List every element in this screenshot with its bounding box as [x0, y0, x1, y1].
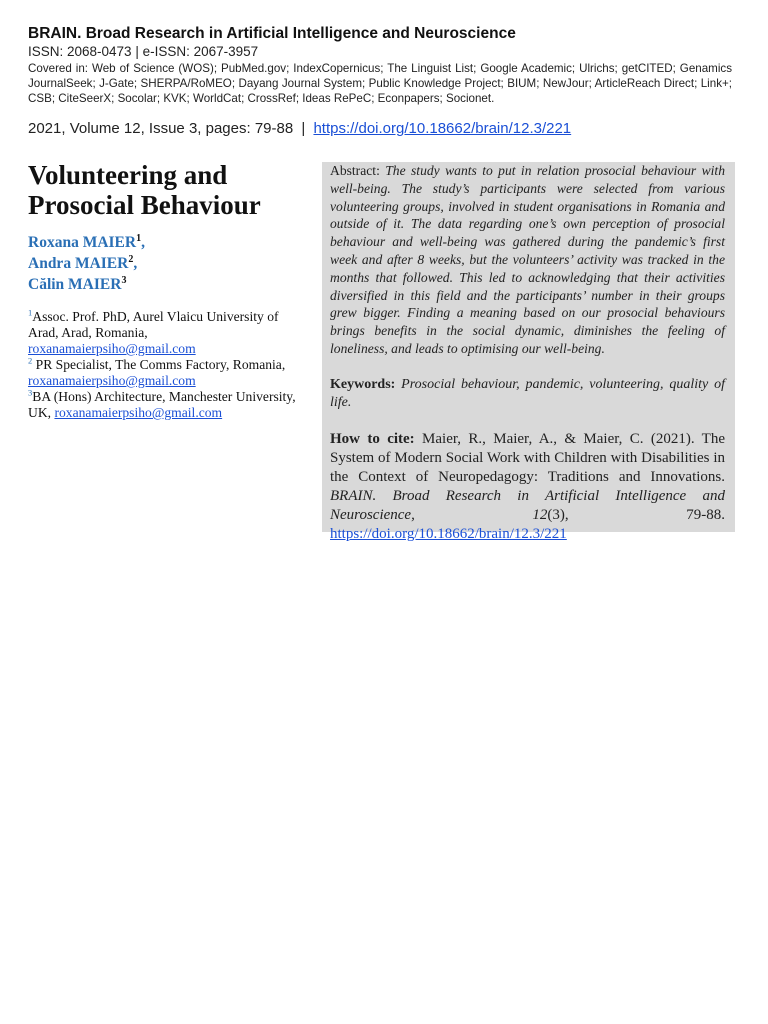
affiliation-text: BA (Hons) Architecture, Manchester University, UK,	[28, 389, 296, 420]
keywords	[330, 376, 725, 412]
doi-link[interactable]: https://doi.org/10.18662/brain/12.3/221	[313, 119, 572, 137]
article-title: Volunteering and Prosocial Behaviour	[28, 160, 261, 220]
author-3	[28, 274, 308, 295]
abstract-text: The study wants to put in relation prosocial behaviour with well-being. The study’s participants were selected from various volunteering groups, involved in student organisations in Romania and outside of it. The data regarding one’s own perception of prosocial behaviour and well-being was gathered during the pandemic’s first week and after 8 weeks, but the volunteers’ activity was tracked in the months that followed. This led to acknowledging that their activities diversified in this field and the participants’ number in their groups grew bigger. Finding a meaning based on our prosocial behaviours brings benefits in the social dynamic, diminishes the feeling of loneliness, and leads to optimising our well-being.	[330, 163, 725, 356]
affiliation-list	[28, 309, 308, 421]
journal-header	[28, 24, 732, 139]
email-link[interactable]: roxanamaierpsiho@gmail.com	[54, 405, 223, 420]
cite-doi-link[interactable]: https://doi.org/10.18662/brain/12.3/221	[330, 525, 567, 542]
author-list	[28, 232, 308, 295]
author-1	[28, 232, 308, 253]
affiliation-text: Assoc. Prof. PhD, Aurel Vlaicu University of Arad, Arad, Romania,	[28, 309, 279, 340]
affiliation-1	[28, 309, 308, 357]
email-link[interactable]: roxanamaierpsiho@gmail.com	[28, 373, 196, 388]
journal-title: BRAIN. Broad Research in Artificial Intelligence and Neuroscience	[28, 25, 516, 42]
affiliation-sup: 2	[28, 355, 33, 366]
author-2	[28, 253, 308, 274]
separator: |	[301, 119, 306, 137]
keywords-label: Keywords:	[330, 376, 396, 392]
cite-journal: BRAIN. Broad Research in Artificial Intelligence and Neuroscience,	[330, 487, 725, 523]
author-name: Roxana MAIER	[28, 234, 137, 251]
author-sep: ,	[133, 255, 138, 272]
affiliation-sup: 1	[28, 307, 33, 318]
author-sup: 3	[121, 274, 127, 286]
author-name: Andra MAIER	[28, 255, 129, 272]
author-sep: ,	[141, 234, 145, 251]
cite-volume: 12	[532, 506, 548, 523]
affiliation-2	[28, 357, 308, 389]
author-sup: 2	[128, 253, 134, 265]
cite-authors: Maier, R., Maier, A., & Maier, C. (2021). The System of Modern Social Work with Children with Disabilities in the Context of Neuropedagogy: Traditions and Innovations.	[330, 430, 726, 485]
issn-line: ISSN: 2068-0473 | e-ISSN: 2067-3957	[28, 44, 259, 59]
cite-label: How to cite:	[330, 430, 415, 447]
abstract-label: Abstract	[330, 163, 377, 178]
affiliation-sup: 3	[28, 387, 33, 398]
affiliation-text: PR Specialist, The Comms Factory, Romania,	[35, 357, 286, 372]
keywords-text: Prosocial behaviour, pandemic, volunteering, quality of life.	[330, 376, 725, 410]
indexing-list: Covered in: Web of Science (WOS); PubMed.gov; IndexCopernicus; The Linguist List; Google Academic; Ulrichs; getCITED; Genamics JournalSeek; J-Gate; SHERPA/RoMEO; Dayang Journal System; Public Knowledge Project; BIUM; NewJour; ArticleReach Direct; Link+; CSB; CiteSeerX; Socolar; KVK; WorldCat; CrossRef; Ideas RePeC; Econpapers; Socionet.	[28, 62, 732, 106]
how-to-cite	[330, 430, 725, 544]
issue-info-line	[28, 119, 732, 139]
author-sup: 1	[136, 232, 142, 244]
email-link[interactable]: roxanamaierpsiho@gmail.com	[28, 341, 196, 356]
issue-info: 2021, Volume 12, Issue 3, pages: 79-88	[28, 119, 294, 137]
author-name: Călin MAIER	[28, 276, 122, 293]
article-info	[28, 160, 308, 421]
abstract-box	[322, 162, 735, 542]
affiliation-3	[28, 389, 308, 421]
cite-issue-pages: (3), 79-88.	[547, 506, 725, 523]
abstract: Abstract: The study wants to put in relation prosocial behaviour with well-being. The study’s participants were selected from various volunteering groups, involved in student organisations in Romania and outside of it. The data regarding one’s own perception of prosocial behaviour and well-being was gathered during the pandemic’s first week and after 8 weeks, but the volunteers’ activity was tracked in the months that followed. This led to acknowledging that their activities diversified in this field and the participants’ number in their groups grew bigger. Finding a meaning based on our prosocial behaviours brings benefits in the social dynamic, diminishes the feeling of loneliness, and leads to optimising our well-being.	[330, 163, 725, 356]
